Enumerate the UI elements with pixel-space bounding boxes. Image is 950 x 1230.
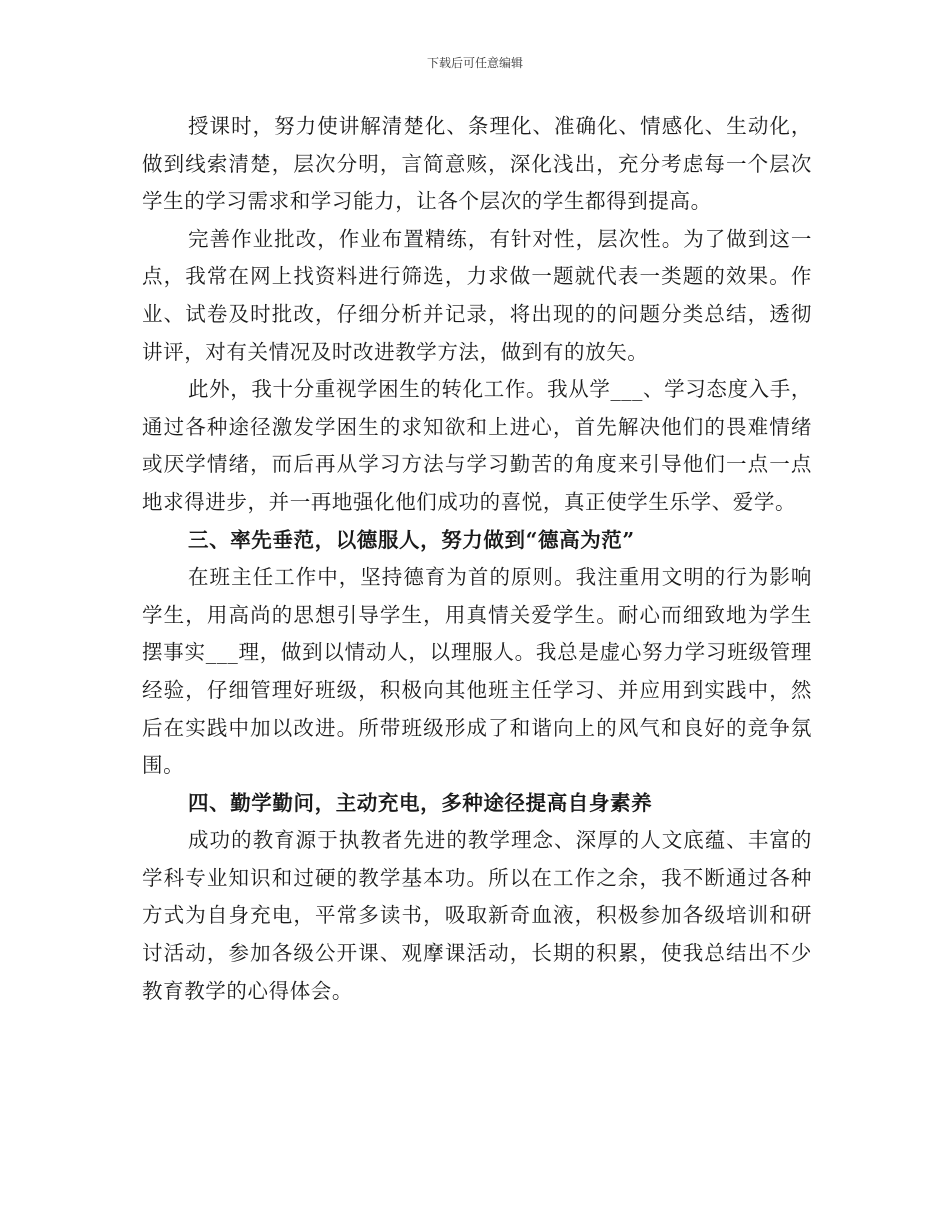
- section-heading-4: 四、勤学勤问，主动充电，多种途径提高自身素养: [188, 790, 653, 815]
- paragraph-struggling-students: 此外，我十分重视学困生的转化工作。我从学___、学习态度入手，通过各种途径激发学困生的求知欲和上进心，首先解决他们的畏难情绪或厌学情绪，而后再从学习方法与学习勤苦的角度来引导他们一点一点地求得进步，并一再地强化他们成功的喜悦，真正使学生乐学、爱学。: [142, 377, 812, 514]
- document-body: [142, 108, 812, 1010]
- paragraph-class-teacher: 在班主任工作中，坚持德育为首的原则。我注重用文明的行为影响学生，用高尚的思想引导学生，用真情关爱学生。耐心而细致地为学生摆事实___理，做到以情动人，以理服人。我总是虚心努力学习班级管理经验，仔细管理好班级，积极向其他班主任学习、并应用到实践中，然后在实践中加以改进。所带班级形成了和谐向上的风气和良好的竞争氛围。: [142, 565, 812, 778]
- page-header-note: 下载后可任意编辑: [426, 56, 523, 70]
- section-heading-3: 三、率先垂范，以德服人，努力做到“德高为范”: [188, 527, 635, 552]
- paragraph-teaching: 授课时，努力使讲解清楚化、条理化、准确化、情感化、生动化，做到线索清楚，层次分明，言简意赅，深化浅出，充分考虑每一个层次学生的学习需求和学习能力，让各个层次的学生都得到提高。: [142, 114, 812, 214]
- paragraph-self-improvement: 成功的教育源于执教者先进的教学理念、深厚的人文底蕴、丰富的学科专业知识和过硬的教学基本功。所以在工作之余，我不断通过各种方式为自身充电，平常多读书，吸取新奇血液，积极参加各级培训和研讨活动，参加各级公开课、观摩课活动，长期的积累，使我总结出不少教育教学的心得体会。: [142, 828, 812, 1003]
- paragraph-homework: 完善作业批改，作业布置精练，有针对性，层次性。为了做到这一点，我常在网上找资料进行筛选，力求做一题就代表一类题的效果。作业、试卷及时批改，仔细分析并记录，将出现的的问题分类总结，透彻讲评，对有关情况及时改进教学方法，做到有的放矢。: [142, 226, 812, 364]
